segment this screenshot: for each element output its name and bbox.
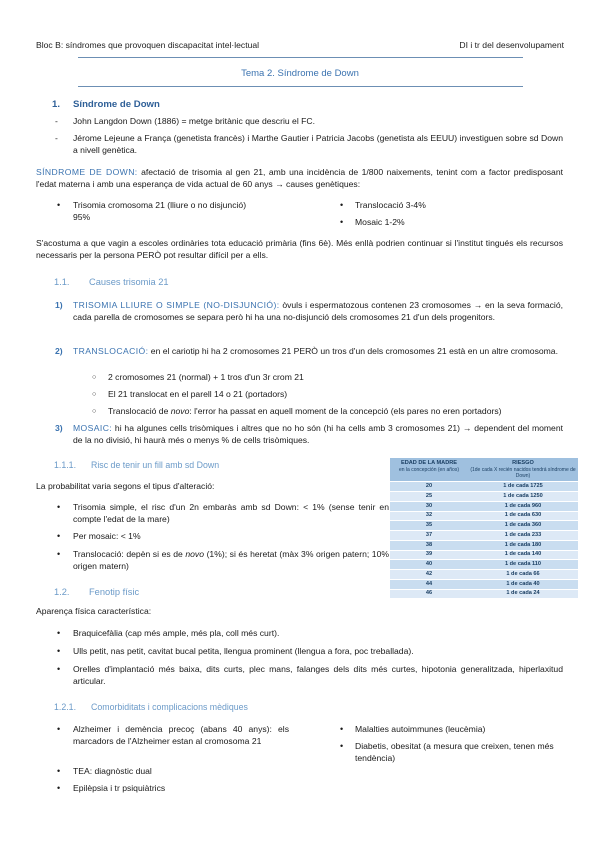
header-left: Bloc B: síndromes que provoquen discapacitat intel·lectual <box>36 40 260 50</box>
bullet-dot: • <box>340 200 344 210</box>
section-1-2-heading: Fenotip físic <box>89 587 140 597</box>
title-rule <box>78 86 523 87</box>
risk-table-col-risk <box>468 458 578 482</box>
risk-value-cell: 1 de cada 960 <box>468 501 578 511</box>
risk-value-cell: 1 de cada 66 <box>468 570 578 580</box>
table-row <box>390 550 578 560</box>
item-2-text: en el cariotip hi ha 2 cromosomes 21 PERÒ un tros d'un dels cromosomes 21 està en un altre cromosoma. <box>150 346 558 356</box>
risk-mosaic: Per mosaic: < 1% <box>73 531 141 541</box>
section-1-2-number: 1.2. <box>54 587 70 597</box>
item-free-trisomy <box>73 300 563 323</box>
item-3-label: MOSAIC: <box>73 423 113 433</box>
risk-simple: Trisomia simple, el risc d'un 2n embaràs amb sd Down: < 1% (sense tenir en compte l'edat de la mare) <box>73 502 389 524</box>
item-translocation <box>73 346 563 358</box>
translocation-sub-3 <box>108 406 568 418</box>
risk-value-cell: 1 de cada 180 <box>468 540 578 550</box>
item-1-number: 1) <box>55 300 63 310</box>
bullet-dot: • <box>57 766 61 776</box>
comorbidity-alzheimer: Alzheimer i demència precoç (abans 40 anys): els marcadors de l'Alzheimer estan al cromosoma 21 <box>73 724 289 746</box>
risk-age-cell: 46 <box>390 589 468 598</box>
circle-bullet: ○ <box>92 374 97 381</box>
section-1-1-1-number: 1.1.1. <box>54 460 77 470</box>
maternal-age-risk-table <box>390 458 578 598</box>
bullet-dot: • <box>57 200 61 210</box>
col-age-title: EDAD DE LA MADRE <box>400 460 458 466</box>
circle-bullet: ○ <box>92 391 97 398</box>
table-row <box>390 511 578 521</box>
cause-trisomy <box>73 200 313 223</box>
section-1-2-1-heading: Comorbiditats i complicacions mèdiques <box>91 702 248 712</box>
table-row <box>390 521 578 531</box>
bullet-dot: • <box>57 502 61 512</box>
bullet-dot: • <box>57 628 61 638</box>
page-title: Tema 2. Síndrome de Down <box>241 68 359 79</box>
section-1-2-1-number: 1.2.1. <box>54 702 77 712</box>
translocation-sub-2: El 21 translocat en el parell 14 o 21 (portadors) <box>108 389 288 399</box>
item-1-text: òvuls i espermatozous contenen 23 cromosomes → en la seva formació, cada parella de cromosomes se separa però hi ha una no-disjunció dels cromosomes 21 d'un dels progenitors. <box>73 300 564 322</box>
item-2-number: 2) <box>55 346 63 356</box>
risk-age-cell: 20 <box>390 482 468 492</box>
risk-table <box>390 458 578 598</box>
history-langdon: John Langdon Down (1886) = metge britànic que descriu el FC. <box>73 116 315 126</box>
item-3-text: hi ha algunes cells trisòmiques i altres que no ho són (hi ha cells amb 3 cromosomes 21) → dependent del moment de la no divisió, hi haurà més o menys % de cells trisòmiques. <box>73 423 563 445</box>
table-row <box>390 589 578 598</box>
risk-value-cell: 1 de cada 360 <box>468 521 578 531</box>
risk-value-cell: 1 de cada 110 <box>468 560 578 570</box>
dash-bullet: - <box>55 133 58 143</box>
section-1-1-number: 1.1. <box>54 277 70 287</box>
col-risk-title: RIESGO <box>512 460 534 466</box>
table-row <box>390 482 578 492</box>
phenotype-face: Ulls petit, nas petit, cavitat bucal petita, llengua prominent (llengua a fora, poc treballada). <box>73 646 414 656</box>
col-age-sub: en la concepción (en años) <box>398 466 460 473</box>
circle-bullet: ○ <box>92 408 97 415</box>
header-rule <box>78 57 523 58</box>
bullet-dot: • <box>57 783 61 793</box>
table-row <box>390 560 578 570</box>
bullet-dot: • <box>340 724 344 734</box>
risk-age-cell: 25 <box>390 492 468 502</box>
comorbidity-epilepsy: Epilèpsia i tr psiquiàtrics <box>73 783 166 793</box>
cause-trisomy-pct: 95% <box>73 211 91 222</box>
table-row <box>390 501 578 511</box>
bullet-dot: • <box>57 531 61 541</box>
comorbidity-tea: TEA: diagnòstic dual <box>73 766 152 776</box>
risk-value-cell: 1 de cada 1250 <box>468 492 578 502</box>
risk-age-cell: 32 <box>390 511 468 521</box>
risk-age-cell: 44 <box>390 579 468 589</box>
definition-text: afectació de trisomia al gen 21, amb una incidència de 1/800 naixements, tenint com a factor predisposant l'edat materna i amb una esperança de vida actual de 60 anys → causes genètiques: <box>36 167 564 189</box>
risk-age-cell: 38 <box>390 540 468 550</box>
col-risk-sub: (1de cada X recién nacidos tendrá síndrome de Down) <box>470 466 576 480</box>
risk-age-cell: 35 <box>390 521 468 531</box>
item-3-number: 3) <box>55 423 63 433</box>
bullet-dot: • <box>57 664 61 674</box>
header-right: DI i tr del desenvolupament <box>459 40 564 50</box>
comorbidity-diabetes: Diabetis, obesitat (a mesura que creixen, tenen més tendència) <box>355 741 554 763</box>
bullet-dot: • <box>340 217 344 227</box>
table-row <box>390 492 578 502</box>
risk-table-col-age <box>390 458 468 482</box>
bullet-dot: • <box>340 741 344 751</box>
bullet-dot: • <box>57 549 61 559</box>
risk-age-cell: 39 <box>390 550 468 560</box>
sub3-emphasis: novo <box>170 406 190 416</box>
b3-text-a: Translocació: depèn si es de <box>73 549 186 559</box>
risk-intro: La probabilitat varia segons el tipus d'alteració: <box>36 481 215 491</box>
phenotype-intro: Aparença física característica: <box>36 606 152 616</box>
risk-value-cell: 1 de cada 40 <box>468 579 578 589</box>
school-paragraph: S'acostuma a que vagin a escoles ordinàries tota educació primària (fins 6è). Més enllà podrien continuar si l'institut tingués els recursos necessaris per la persona PERÒ pot resultar difícil per a ells. <box>36 238 563 260</box>
risk-age-cell: 30 <box>390 501 468 511</box>
section-1-heading: Síndrome de Down <box>73 99 160 110</box>
phenotype-brachycephaly: Braquicefàlia (cap més ample, més pla, coll més curt). <box>73 628 280 638</box>
cause-translocation: Translocació 3-4% <box>355 200 426 210</box>
bullet-dot: • <box>57 646 61 656</box>
sub3-text-a: Translocació de <box>108 406 171 416</box>
section-1-1-1-heading: Risc de tenir un fill amb sd Down <box>91 460 220 470</box>
cause-mosaic: Mosaic 1-2% <box>355 217 405 227</box>
dash-bullet: - <box>55 116 58 126</box>
cause-trisomy-text: Trisomia cromosoma 21 (lliure o no disjunció) <box>73 200 247 210</box>
comorbidity-autoimmune: Malalties autoimmunes (leucèmia) <box>355 724 486 734</box>
history-lejeune: Jérome Lejeune a França (genetista francès) i Marthe Gautier i Patricia Jacobs (genetista als EEUU) investiguen sobre sd Down a nivell genètica. <box>73 133 563 155</box>
risk-translocation <box>73 549 389 572</box>
definition-label: SÍNDROME DE DOWN: <box>36 167 138 177</box>
table-row <box>390 579 578 589</box>
risk-value-cell: 1 de cada 630 <box>468 511 578 521</box>
risk-age-cell: 40 <box>390 560 468 570</box>
b3-emphasis: novo <box>185 549 204 559</box>
section-1-number: 1. <box>52 99 61 110</box>
section-1-1-heading: Causes trisomia 21 <box>89 277 169 287</box>
bullet-dot: • <box>57 724 61 734</box>
translocation-sub-1: 2 cromosomes 21 (normal) + 1 tros d'un 3r crom 21 <box>108 372 304 382</box>
risk-value-cell: 1 de cada 24 <box>468 589 578 598</box>
risk-age-cell: 42 <box>390 570 468 580</box>
table-row <box>390 531 578 541</box>
item-1-label: TRISOMIA LLIURE O SIMPLE (NO-DISJUNCIÓ): <box>73 300 280 310</box>
table-row <box>390 570 578 580</box>
table-row <box>390 540 578 550</box>
item-mosaic <box>73 423 563 446</box>
phenotype-limbs: Orelles d'implantació més baixa, dits curts, plec mans, falanges dels dits més curtes, hipotonia generalitzada, hiperlaxitud articular. <box>73 664 563 686</box>
item-2-label: TRANSLOCACIÓ: <box>73 346 149 356</box>
b3-text-b: (1%); si és heretat (màx 3% origen patern; 10% origen matern) <box>73 549 390 571</box>
risk-value-cell: 1 de cada 233 <box>468 531 578 541</box>
risk-value-cell: 1 de cada 1725 <box>468 482 578 492</box>
down-definition <box>36 167 563 190</box>
risk-value-cell: 1 de cada 140 <box>468 550 578 560</box>
sub3-text-b: : l'error ha passat en aquell moment de la concepció (els pares no eren portadors) <box>189 406 502 416</box>
risk-age-cell: 37 <box>390 531 468 541</box>
